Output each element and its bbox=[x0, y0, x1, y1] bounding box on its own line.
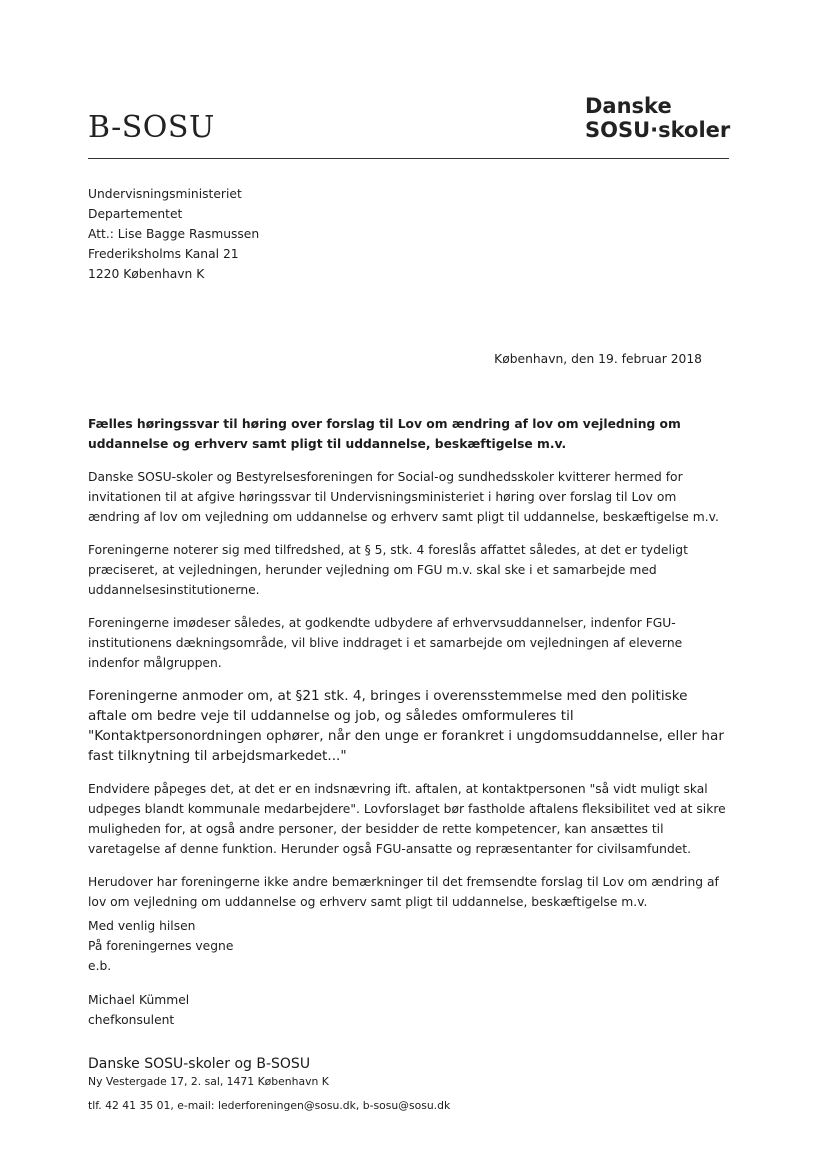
signatory-name: Michael Kümmel bbox=[88, 993, 190, 1007]
footer-address: Ny Vestergade 17, 2. sal, 1471 København K bbox=[88, 1075, 329, 1088]
signature-block bbox=[88, 916, 233, 1030]
recipient-line: Departementet bbox=[88, 207, 183, 221]
recipient-line: Att.: Lise Bagge Rasmussen bbox=[88, 227, 260, 241]
footer-org: Danske SOSU-skoler og B-SOSU bbox=[88, 1056, 311, 1072]
letter-body bbox=[88, 414, 728, 925]
recipient-line: Frederiksholms Kanal 21 bbox=[88, 247, 239, 261]
recipient-line: Undervisningsministeriet bbox=[88, 187, 242, 201]
signatory-title: chefkonsulent bbox=[88, 1013, 175, 1027]
body-paragraph: Danske SOSU-skoler og Bestyrelsesforeningen for Social-og sundhedsskoler kvitterer hermed for invitationen til at afgive høringssvar til Undervisningsministeriet i høring over forslag til Lov om ændring af lov om vejledning om uddannelse og erhverv samt pligt til uddannelse, beskæftigelse m.v. bbox=[88, 470, 719, 524]
closing-eb: e.b. bbox=[88, 959, 112, 973]
recipient-line: 1220 København K bbox=[88, 267, 205, 281]
body-paragraph: Endvidere påpeges det, at det er en indsnævring ift. aftalen, at kontaktpersonen "så vidt muligt skal udpeges blandt kommunale medarbejdere". Lovforslaget bør fastholde aftalens fleksibilitet ved at sikre muligheden for, at også andre personer, der besidder de rette kompetencer, kan ansættes til varetagelse af denne funktion. Herunder også FGU-ansatte og repræsentanter for civilsamfundet. bbox=[88, 782, 726, 856]
body-paragraph: Foreningerne anmoder om, at §21 stk. 4, bringes i overensstemmelse med den politiske aftale om bedre veje til uddannelse og job, og således omformuleres til "Kontaktpersonordningen ophører, når den unge er forankret i ungdomsuddannelse, eller har fast tilknytning til arbejdsmarkedet..." bbox=[88, 688, 724, 764]
letter-date: København, den 19. februar 2018 bbox=[494, 352, 702, 366]
logo-line-1: Danske bbox=[585, 94, 672, 118]
footer-contact: tlf. 42 41 35 01, e-mail: lederforeningen@sosu.dk, b-sosu@sosu.dk bbox=[88, 1099, 451, 1112]
logo-line-2: SOSU·skoler bbox=[585, 118, 731, 142]
body-paragraph: Foreningerne imødeser således, at godkendte udbydere af erhvervsuddannelser, indenfor FGU-institutionens dækningsområde, vil blive inddraget i et samarbejde om vejledningen af eleverne indenfor målgruppen. bbox=[88, 616, 683, 670]
letter-subject: Fælles høringssvar til høring over forslag til Lov om ændring af lov om vejledning om uddannelse og erhverv samt pligt til uddannelse, beskæftigelse m.v. bbox=[88, 417, 681, 451]
danske-sosu-skoler-logo bbox=[585, 94, 730, 142]
header-divider bbox=[88, 158, 729, 159]
closing-on-behalf: På foreningernes vegne bbox=[88, 939, 234, 953]
letter-footer bbox=[88, 1054, 450, 1114]
recipient-address bbox=[88, 184, 259, 284]
b-sosu-logo: B-SOSU bbox=[88, 110, 215, 145]
closing-greeting: Med venlig hilsen bbox=[88, 919, 196, 933]
body-paragraph: Foreningerne noterer sig med tilfredshed, at § 5, stk. 4 foreslås affattet således, at det er tydeligt præciseret, at vejledningen, herunder vejledning om FGU m.v. skal ske i et samarbejde med uddannelsesinstitutionerne. bbox=[88, 543, 688, 597]
body-paragraph: Herudover har foreningerne ikke andre bemærkninger til det fremsendte forslag til Lov om ændring af lov om vejledning om uddannelse og erhverv samt pligt til uddannelse, beskæftigelse m.v. bbox=[88, 875, 719, 909]
